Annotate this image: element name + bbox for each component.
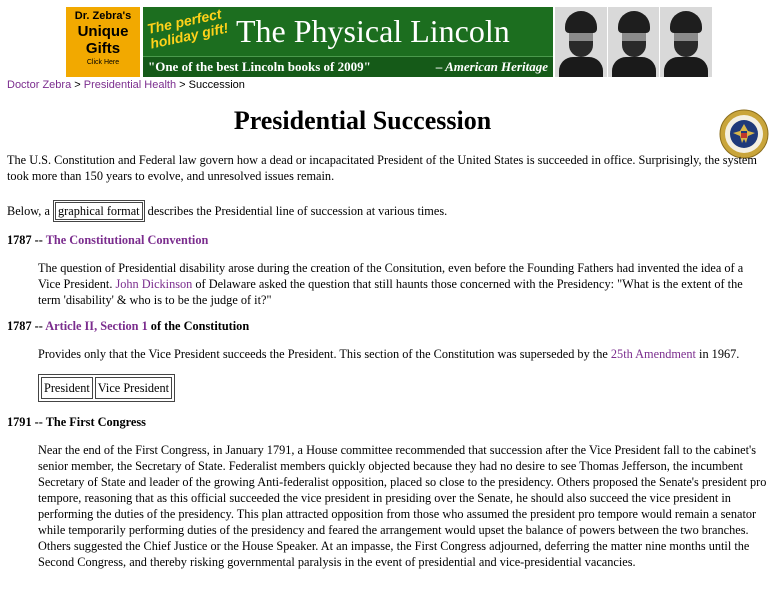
breadcrumb-doctor-zebra[interactable]: Doctor Zebra [7,79,72,91]
section-heading-1787-convention [7,232,767,248]
section-1787-convention-text [38,260,767,308]
constitutional-convention-link[interactable]: The Constitutional Convention [45,233,209,247]
graphical-format-box: graphical format [53,200,145,222]
section-year: 1787 -- [7,319,46,333]
gift-ad-click-here: Click Here [86,59,120,66]
breadcrumb-presidential-health[interactable]: Presidential Health [83,79,177,91]
book-ad-tagline: The perfect holiday gift! [145,5,230,52]
succession-cell-president: President [41,377,93,399]
page-title: Presidential Succession [233,106,492,135]
graphical-format-paragraph [7,200,767,222]
breadcrumb-separator: > [176,79,189,91]
john-dickinson-link[interactable]: John Dickinson [115,277,193,291]
book-ad[interactable] [143,7,553,77]
text-fragment: Below, a [7,204,53,218]
breadcrumb [7,79,245,91]
text-fragment: in 1967. [695,347,740,361]
book-ad-quote: "One of the best Lincoln books of 2009" [148,59,371,74]
article-ii-section-1-link[interactable]: Article II, Section 1 [45,319,148,333]
25th-amendment-link[interactable]: 25th Amendment [610,347,696,361]
intro-paragraph: The U.S. Constitution and Federal law govern how a dead or incapacitated President of the United States is succeeded in office. Surprisingly, the system took more than 150 years to evolve, and unresolved issues remain. [7,153,757,183]
succession-cell-vice-president: Vice President [95,377,172,399]
book-ad-quote-bar [143,56,553,77]
lincoln-portraits[interactable] [555,7,713,77]
section-1791-text: Near the end of the First Congress, in January 1791, a House committee recommended that succession after the Vice President fall to the cabinet's senior member, the Secretary of State. Federalist members quickly objected because they had no desire to see Thomas Jefferson, the incumbent Secretary of State and leader of the growing Anti-federalist opposition, placed so close to the presidency. Others proposed the Senate's president pro tempore, reasoning that as this official succeeded the vice president in presiding over the Senate, he should also succeed the vice president in performing the duties of the presidency. This plan attracted opposition from those who assumed the president pro tempore would remain a senator while temporarily performing duties of the presidency and feared the arrangement would upset the balance of powers between the two branches. Others suggested the Chief Justice or the House Speaker. At an impasse, the First Congress adjourned, deferring the matter nine months until the Second Congress, and thereby risking governmental paralysis in the event of presidential and vice-presidential vacancies. [38,443,767,569]
breadcrumb-current: Succession [188,79,245,91]
gift-ad[interactable] [66,7,140,77]
section-1787-article2-text [38,346,767,362]
succession-line-table [38,374,175,402]
text-fragment: of Delaware asked the question that still haunts those concerned with the Presidency: "What is the extent of the term 'disability' & who is to be the judge of it?" [38,277,743,307]
section-heading-suffix: of the Constitution [147,319,250,333]
breadcrumb-separator: > [71,79,84,91]
lincoln-portrait [555,7,608,77]
section-heading-1787-article2 [7,318,767,334]
section-heading-1791: 1791 -- The First Congress [7,415,146,429]
lincoln-portrait [660,7,713,77]
book-ad-title: The Physical Lincoln [236,13,510,49]
book-ad-source: – American Heritage [435,59,548,74]
section-year: 1787 -- [7,233,46,247]
main-content [7,152,767,570]
text-fragment: The question of Presidential disability arose during the creation of the Consitution, even before the Founding Fathers had invented the idea of a Vice President. [38,261,744,291]
text-fragment: Provides only that the Vice President succeeds the President. This section of the Constitution was superseded by the [38,347,611,361]
gift-ad-line1: Dr. Zebra's [74,10,132,22]
gift-ad-line2b: Gifts [85,40,121,57]
lincoln-portrait [608,7,661,77]
gift-ad-line2a: Unique [77,23,129,40]
text-fragment: describes the Presidential line of succession at various times. [144,204,448,218]
